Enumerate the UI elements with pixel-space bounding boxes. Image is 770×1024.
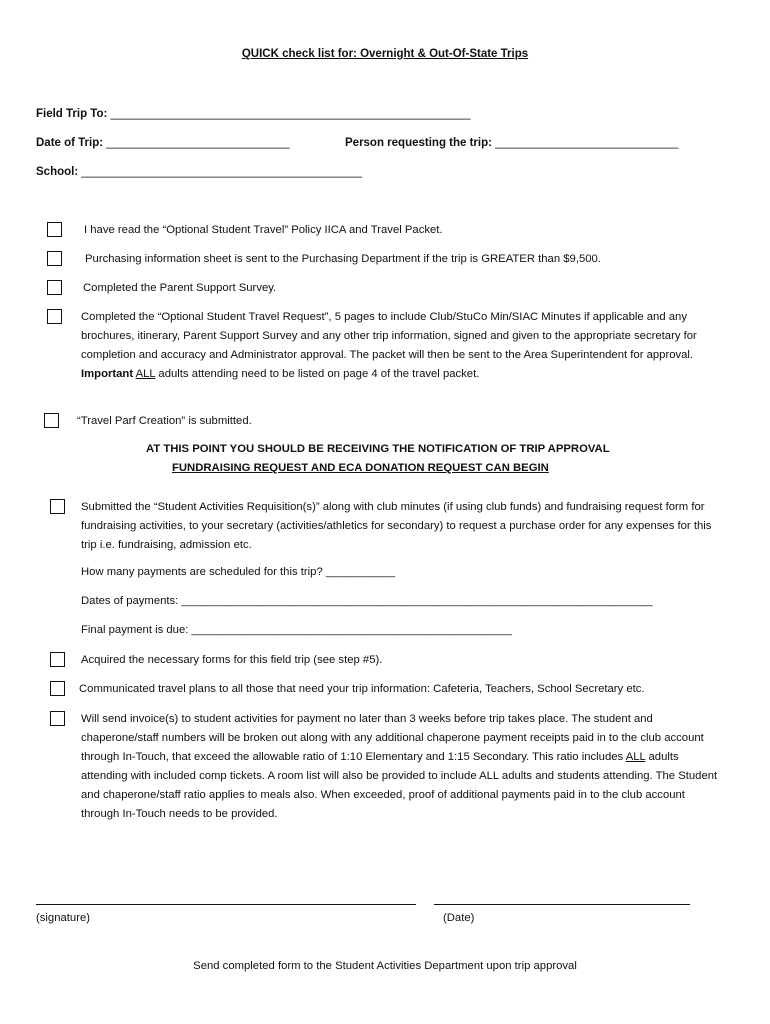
item-5-text: “Travel Parf Creation” is submitted. (77, 415, 252, 427)
checkbox-item-6[interactable] (50, 499, 65, 514)
signature-label: (signature) (36, 912, 90, 924)
checkbox-item-1[interactable] (47, 222, 62, 237)
checkbox-item-2[interactable] (47, 251, 62, 266)
person-requesting-label: Person requesting the trip: (345, 137, 492, 149)
date-of-trip-input[interactable]: ______________________________ (106, 137, 290, 149)
item-7-text: Acquired the necessary forms for this field trip (see step #5). (81, 654, 383, 666)
item-9-text-end: adults attending with included comp tickets. A room list will also be provided to include ALL adults and students attending. The Student and chaperone/staff ratio applies to meals also. When exceeded, proof of additional payments paid in to the club account through In-Touch needs to be provided. (81, 751, 718, 820)
checkbox-item-3[interactable] (47, 280, 62, 295)
field-trip-input[interactable]: ___________________________________________________________ (110, 108, 471, 120)
fundraising-notice: FUNDRAISING REQUEST AND ECA DONATION REQUEST CAN BEGIN (172, 462, 549, 474)
item-9-text-main: Will send invoice(s) to student activities for payment no later than 3 weeks before trip takes place. The student and chaperone/staff numbers will be broken out along with any additional chaperone payment receipts paid in to the club account through In-Touch, that exceed the allowable ratio of 1:10 Elementary and 1:15 Secondary. This ratio includes (81, 713, 704, 763)
date-of-trip-label: Date of Trip: (36, 137, 104, 149)
item-4-all: ALL (135, 368, 156, 380)
item-2-text: Purchasing information sheet is sent to the Purchasing Department if the trip is GREATER than $9,500. (85, 253, 601, 265)
checkbox-item-5[interactable] (44, 413, 59, 428)
checkbox-item-7[interactable] (50, 652, 65, 667)
checkbox-item-9[interactable] (50, 711, 65, 726)
item-4-text-main: Completed the “Optional Student Travel Request”, 5 pages to include Club/StuCo Min/SIAC Minutes if applicable and any brochures, itinerary, Parent Support Survey and any other trip information, signed and given to the appropriate secretary for completion and accuracy and Administrator approval. The packet will then be sent to the Area Superintendent for approval. (81, 311, 697, 361)
item-8-text: Communicated travel plans to all those that need your trip information: Cafeteria, Teachers, School Secretary etc. (79, 683, 645, 695)
approval-notice: AT THIS POINT YOU SHOULD BE RECEIVING THE NOTIFICATION OF TRIP APPROVAL (146, 443, 610, 455)
school-row (36, 166, 362, 178)
item-4-text-end: adults attending need to be listed on page 4 of the travel packet. (155, 368, 480, 380)
signature-line[interactable] (36, 904, 416, 905)
item-6-text: Submitted the “Student Activities Requisition(s)” along with club minutes (if using club funds) and fundraising request form for fundraising activities, to your secretary (activities/athletics for secondary) to request a purchase order for any expenses for this trip i.e. fundraising, admission etc. (81, 501, 712, 551)
payments-count-field[interactable]: How many payments are scheduled for this trip? ___________ (81, 566, 395, 578)
date-of-trip-row (36, 137, 289, 149)
field-trip-row (36, 108, 470, 120)
person-requesting-input[interactable]: ______________________________ (495, 137, 679, 149)
footer-instruction: Send completed form to the Student Activities Department upon trip approval (193, 960, 577, 972)
date-line[interactable] (434, 904, 690, 905)
item-1-text: I have read the “Optional Student Travel” Policy IICA and Travel Packet. (84, 224, 443, 236)
school-label: School: (36, 166, 79, 178)
person-requesting-row (345, 137, 678, 149)
page-title: QUICK check list for: Overnight & Out-Of-State Trips (241, 48, 529, 60)
checkbox-item-4[interactable] (47, 309, 62, 324)
checkbox-item-8[interactable] (50, 681, 65, 696)
item-9-all: ALL (625, 751, 646, 763)
date-label: (Date) (443, 912, 475, 924)
field-trip-label: Field Trip To: (36, 108, 108, 120)
payment-dates-field[interactable]: Dates of payments: ___________________________________________________________________________ (81, 595, 653, 607)
item-3-text: Completed the Parent Support Survey. (83, 282, 277, 294)
school-input[interactable]: ______________________________________________ (81, 166, 362, 178)
final-payment-field[interactable]: Final payment is due: ___________________________________________________ (81, 624, 512, 636)
item-4-text (81, 308, 726, 384)
item-4-important: Important (81, 368, 134, 380)
item-9-text (81, 710, 726, 824)
